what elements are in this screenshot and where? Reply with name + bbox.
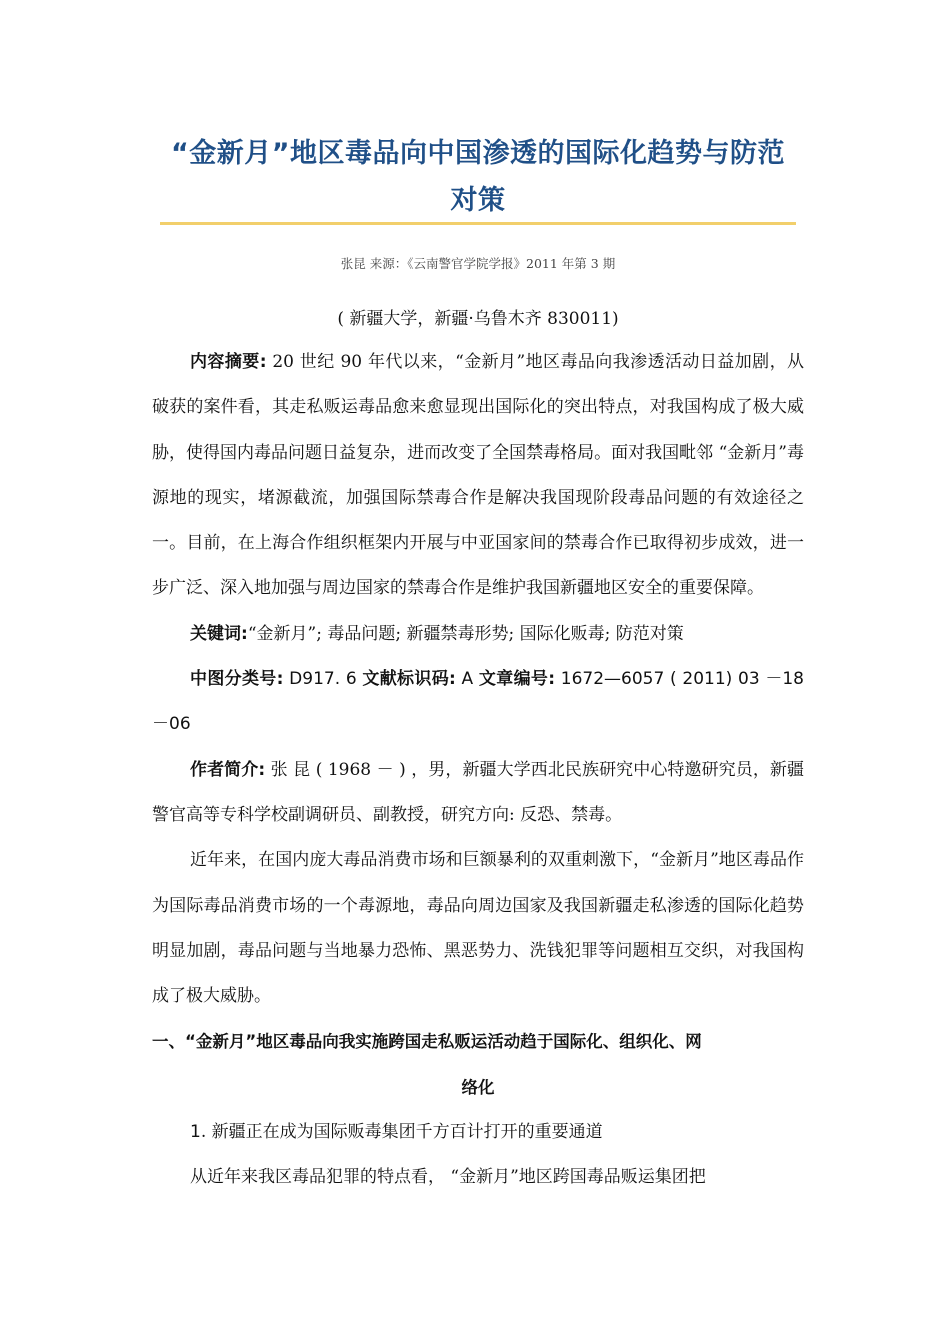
doc-code-value: A [455, 669, 479, 690]
intro-paragraph: 近年来，在国内庞大毒品消费市场和巨额暴利的双重刺激下，“金新月”地区毒品作为国际毒品消费市场的一个毒源地，毒品向周边国家及我国新疆走私渗透的国际化趋势明显加剧，毒品问题与当地暴力恐怖、黑恶势力、洗钱犯罪等问题相互交织，对我国构成了极大威胁。 [152, 850, 804, 1007]
subsection-1-heading [152, 1110, 804, 1155]
article-source-meta: 张昆 来源：《云南警官学院学报》2011 年第 3 期 [340, 256, 616, 271]
abstract-text: 20 世纪 90 年代以来，“金新月”地区毒品向我渗透活动日益加剧，从破获的案件看，其走私贩运毒品愈来愈显现出国际化的突出特点，对我国构成了极大威胁，使得国内毒品问题日益复杂，进而改变了全国禁毒格局。面对我国毗邻 “金新月”毒源地的现实，堵源截流，加强国际禁毒合作是解决我国现阶段毒品问题的有效途径之一。目前，在上海合作组织框架内开展与中亚国家间的禁毒合作已取得初步成效，进一步广泛、深入地加强与周边国家的禁毒合作是维护我国新疆地区安全的重要保障。 [152, 352, 804, 599]
keywords-label: 关键词: [190, 623, 248, 644]
keywords-text: “金新月”; 毒品问题; 新疆禁毒形势; 国际化贩毒; 防范对策 [247, 623, 684, 644]
article-number-value: 1672—6057 ( 2011) 03 －18 －06 [152, 669, 804, 735]
doc-code-label: 文献标识码: [362, 669, 456, 690]
article-number-label: 文章编号: [478, 669, 556, 690]
article-title-line1: “金新月”地区毒品向中国渗透的国际化趋势与防范 [171, 138, 785, 169]
article-title-line2: 对策 [450, 185, 506, 216]
title-underline [160, 222, 796, 225]
section-1-heading [152, 1019, 804, 1110]
author-bio-paragraph [152, 748, 804, 839]
article-title [152, 130, 804, 224]
section-1-heading-line1: 一、“金新月”地区毒品向我实施跨国走私贩运活动趋于国际化、组织化、网 [152, 1032, 702, 1052]
author-bio-label: 作者简介: [190, 759, 266, 780]
author-bio-text: 张 昆 ( 1968 － ) ，男，新疆大学西北民族研究中心特邀研究员，新疆警官高等专科学校副调研员、副教授，研究方向: 反恐、禁毒。 [152, 759, 804, 825]
abstract-label: 内容摘要: [190, 352, 267, 372]
abstract-paragraph [152, 340, 804, 612]
author-affiliation: ( 新疆大学，新疆·乌鲁木齐 830011) [337, 309, 619, 329]
classification-paragraph [152, 657, 804, 748]
clc-label: 中图分类号: [190, 669, 284, 690]
section-1-heading-line2: 络化 [461, 1077, 495, 1097]
subsection-1-number: 1 [190, 1122, 201, 1143]
section-1-paragraph: 从近年来我区毒品犯罪的特点看， “金新月”地区跨国毒品贩运集团把 [190, 1167, 706, 1188]
clc-value: D917. 6 [283, 669, 363, 690]
subsection-1-title: . 新疆正在成为国际贩毒集团千方百计打开的重要通道 [200, 1122, 603, 1143]
article-body [152, 340, 804, 1201]
keywords-paragraph [152, 612, 804, 657]
